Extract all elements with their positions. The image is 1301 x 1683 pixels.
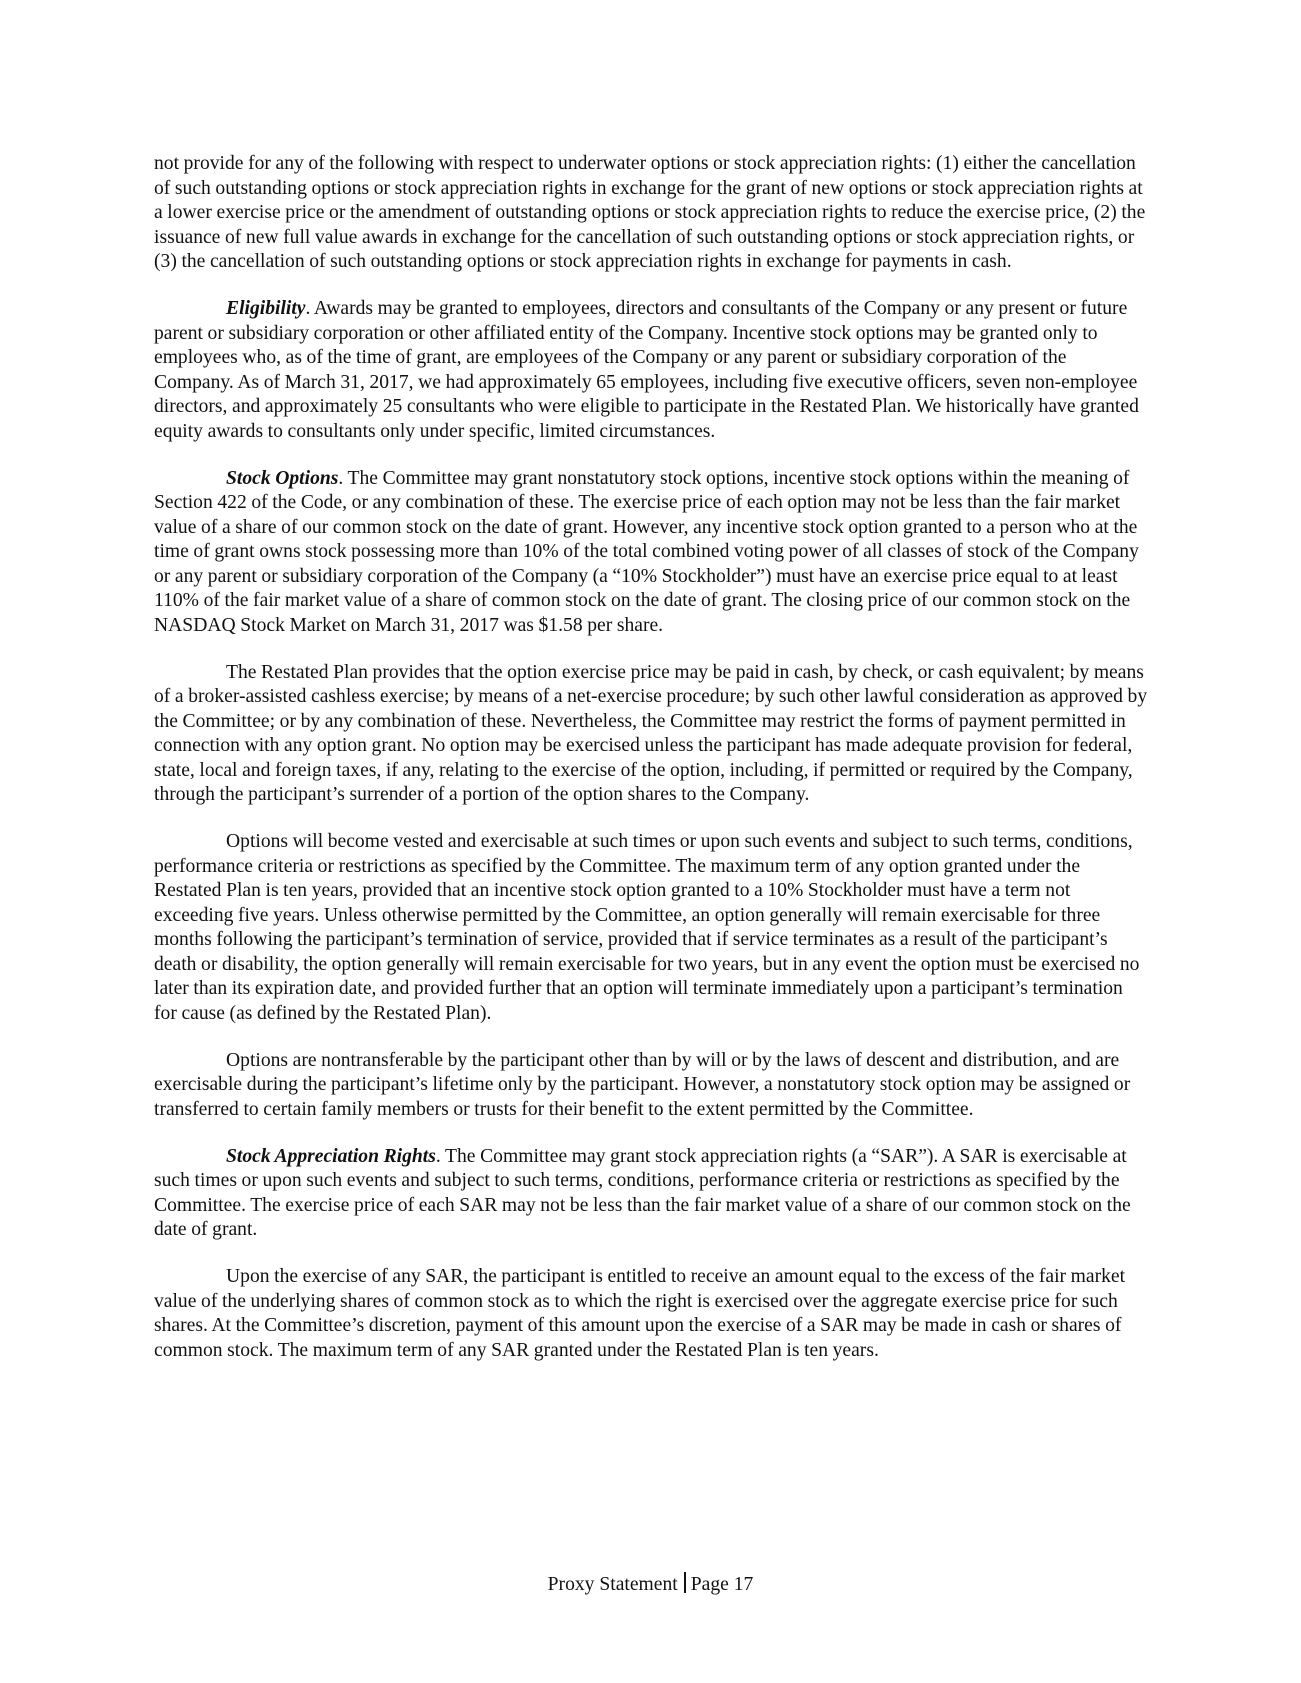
document-body	[154, 152, 1148, 1386]
section-heading-stock-appreciation-rights: Stock Appreciation Rights	[226, 1145, 436, 1167]
paragraph-text: Options will become vested and exercisable at such times or upon such events and subject to such terms, conditions, performance criteria or restrictions as specified by the Committee. The maximum term of any option granted under the Restated Plan is ten years, provided that an incentive stock option granted to a 10% Stockholder must have a term not exceeding five years. Unless otherwise permitted by the Committee, an option generally will remain exercisable for three months following the participant’s termination of service, provided that if service terminates as a result of the participant’s death or disability, the option generally will remain exercisable for two years, but in any event the option must be exercised no later than its expiration date, and provided further that an option will terminate immediately upon a participant’s termination for cause (as defined by the Restated Plan).	[154, 831, 1140, 1024]
paragraph-text: . The Committee may grant stock appreciation rights (a “SAR”). A SAR is exercisable at such times or upon such events and subject to such terms, conditions, performance criteria or restrictions as specified by the Committee. The exercise price of each SAR may not be less than the fair market value of a share of our common stock on the date of grant.	[154, 1145, 1131, 1240]
paragraph-text: Options are nontransferable by the participant other than by will or by the laws of descent and distribution, and are exercisable during the participant’s lifetime only by the participant. However, a nonstatutory stock option may be assigned or transferred to certain family members or trusts for their benefit to the extent permitted by the Committee.	[154, 1049, 1131, 1120]
footer-separator	[684, 1572, 686, 1593]
paragraph-transferability	[154, 1049, 1148, 1123]
paragraph-vesting-term	[154, 830, 1148, 1026]
section-heading-stock-options: Stock Options	[226, 467, 339, 489]
footer-page-number: Page 17	[690, 1574, 754, 1595]
footer-document-title: Proxy Statement	[547, 1574, 678, 1595]
paragraph-eligibility	[154, 297, 1148, 444]
paragraph-text: . The Committee may grant nonstatutory stock options, incentive stock options within the meaning of Section 422 of the Code, or any combination of these. The exercise price of each option may not be less than the fair market value of a share of our common stock on the date of grant. However, any incentive stock option granted to a person who at the time of grant owns stock possessing more than 10% of the total combined voting power of all classes of stock of the Company or any parent or subsidiary corporation of the Company (a “10% Stockholder”) must have an exercise price equal to at least 110% of the fair market value of a share of common stock on the date of grant. The closing price of our common stock on the NASDAQ Stock Market on March 31, 2017 was $1.58 per share.	[154, 467, 1139, 636]
section-heading-eligibility: Eligibility	[226, 298, 306, 319]
paragraph-sar-exercise	[154, 1265, 1148, 1363]
page-footer	[0, 1572, 1301, 1597]
paragraph-text: The Restated Plan provides that the option exercise price may be paid in cash, by check, or cash equivalent; by means of a broker-assisted cashless exercise; by means of a net-exercise procedure; by such other lawful consideration as approved by the Committee; or by any combination of these. Nevertheless, the Committee may restrict the forms of payment permitted in connection with any option grant. No option may be exercised unless the participant has made adequate provision for federal, state, local and foreign taxes, if any, relating to the exercise of the option, including, if permitted or required by the Company, through the participant’s surrender of a portion of the option shares to the Company.	[154, 661, 1148, 805]
paragraph-text: not provide for any of the following with respect to underwater options or stock appreciation rights: (1) either the cancellation of such outstanding options or stock appreciation rights in exchange for the grant of new options or stock appreciation rights at a lower exercise price or the amendment of outstanding options or stock appreciation rights to reduce the exercise price, (2) the issuance of new full value awards in exchange for the cancellation of such outstanding options or stock appreciation rights, or (3) the cancellation of such outstanding options or stock appreciation rights in exchange for payments in cash.	[154, 153, 1146, 272]
paragraph-text: Upon the exercise of any SAR, the participant is entitled to receive an amount equal to the excess of the fair market value of the underlying shares of common stock as to which the right is exercised over the aggregate exercise price for such shares. At the Committee’s discretion, payment of this amount upon the exercise of a SAR may be made in cash or shares of common stock. The maximum term of any SAR granted under the Restated Plan is ten years.	[154, 1266, 1126, 1361]
paragraph-text: . Awards may be granted to employees, directors and consultants of the Company or any present or future parent or subsidiary corporation or other affiliated entity of the Company. Incentive stock options may be granted only to employees who, as of the time of grant, are employees of the Company or any parent or subsidiary corporation of the Company. As of March 31, 2017, we had approximately 65 employees, including five executive officers, seven non-employee directors, and approximately 25 consultants who were eligible to participate in the Restated Plan. We historically have granted equity awards to consultants only under specific, limited circumstances.	[154, 298, 1139, 442]
paragraph-underwater-options	[154, 152, 1148, 275]
paragraph-stock-options	[154, 467, 1148, 639]
paragraph-stock-appreciation-rights	[154, 1145, 1148, 1243]
paragraph-exercise-payment	[154, 661, 1148, 808]
